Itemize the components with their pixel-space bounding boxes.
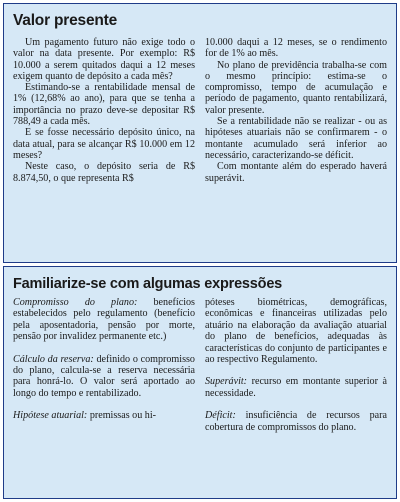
glossary-term: Hipótese atuarial: <box>13 410 88 422</box>
paragraph: E se fosse necessário depósito único, na data atual, para se alcançar R$ 10.000 em 12 meses? <box>13 127 195 161</box>
expressoes-box <box>3 266 397 499</box>
glossary-term: Déficit: <box>205 410 236 422</box>
glossary-definition: recurso em montante superior à necessidade. <box>205 376 387 399</box>
glossary-definition: insuficiência de recursos para cobertura de compromissos do plano. <box>205 410 387 433</box>
valor-presente-title: Valor presente <box>13 12 118 29</box>
glossary-entry <box>205 376 387 399</box>
glossary-term: Cálculo da reserva: <box>13 353 94 365</box>
paragraph: Se a rentabilidade não se realizar - ou as hipóteses atuariais não se confirmarem - o montante acumulado será inferior ao necessário, caracterizando-se déficit. <box>205 116 387 161</box>
paragraph: Um pagamento futuro não exige todo o valor na data presente. Por exemplo: R$ 10.000 a serem quitados daqui a 12 meses exigem quanto de depósito a cada mês? <box>13 37 195 82</box>
glossary-entry <box>205 410 387 433</box>
glossary-entry <box>205 297 387 365</box>
paragraph: No plano de previdência trabalha-se com o mesmo princípio: estima-se o compromisso, tempo de acumulação e período de pagamento, quanto rentabilizará, valor presente. <box>205 59 387 116</box>
valor-presente-columns <box>13 37 387 184</box>
glossary-entry <box>13 410 195 421</box>
paragraph: Estimando-se a rentabilidade mensal de 1% (12,68% ao ano), para que se tenha a importância no prazo deve-se depositar R$ 788,49 a cada mês. <box>13 82 195 128</box>
glossary-term: Superávit: <box>205 376 248 388</box>
glossary-definition: premissas ou hi- <box>87 410 156 422</box>
paragraph: Com montante além do esperado haverá superávit. <box>205 161 387 184</box>
expressoes-title: Familiarize-se com algumas expressões <box>13 276 283 292</box>
glossary-entry <box>13 297 195 343</box>
glossary-definition: póteses biométricas, demográficas, econômicas e financeiras utilizadas pelo atuário na elaboração da avaliação atuarial do plano de benefícios, adequadas às características do conjunto de participantes e ao respectivo Regulamento. <box>205 297 387 366</box>
paragraph: Neste caso, o depósito seria de R$ 8.874,50, o que representa R$ <box>13 161 195 184</box>
glossary-entry <box>13 354 195 400</box>
glossary-term: Compromisso do plano: <box>13 297 138 308</box>
valor-presente-box <box>3 3 397 263</box>
glossary-definition: definido o compromisso do plano, calcula-se a reserva necessária para honrá-lo. O valor será aportado ao longo do tempo e rentabilizado. <box>13 353 195 399</box>
expressoes-columns <box>13 297 387 444</box>
valor-presente-column-1 <box>13 37 195 184</box>
paragraph: 10.000 daqui a 12 meses, se o rendimento for de 1% ao mês. <box>205 37 387 60</box>
expressoes-column-1 <box>13 297 195 444</box>
expressoes-column-2 <box>205 297 387 444</box>
valor-presente-column-2 <box>205 37 387 184</box>
glossary-definition: benefícios estabelecidos pelo regulamento (benefício pela aposentadoria, pensão por morte, pensão por invalidez permanente etc.) <box>13 297 195 343</box>
